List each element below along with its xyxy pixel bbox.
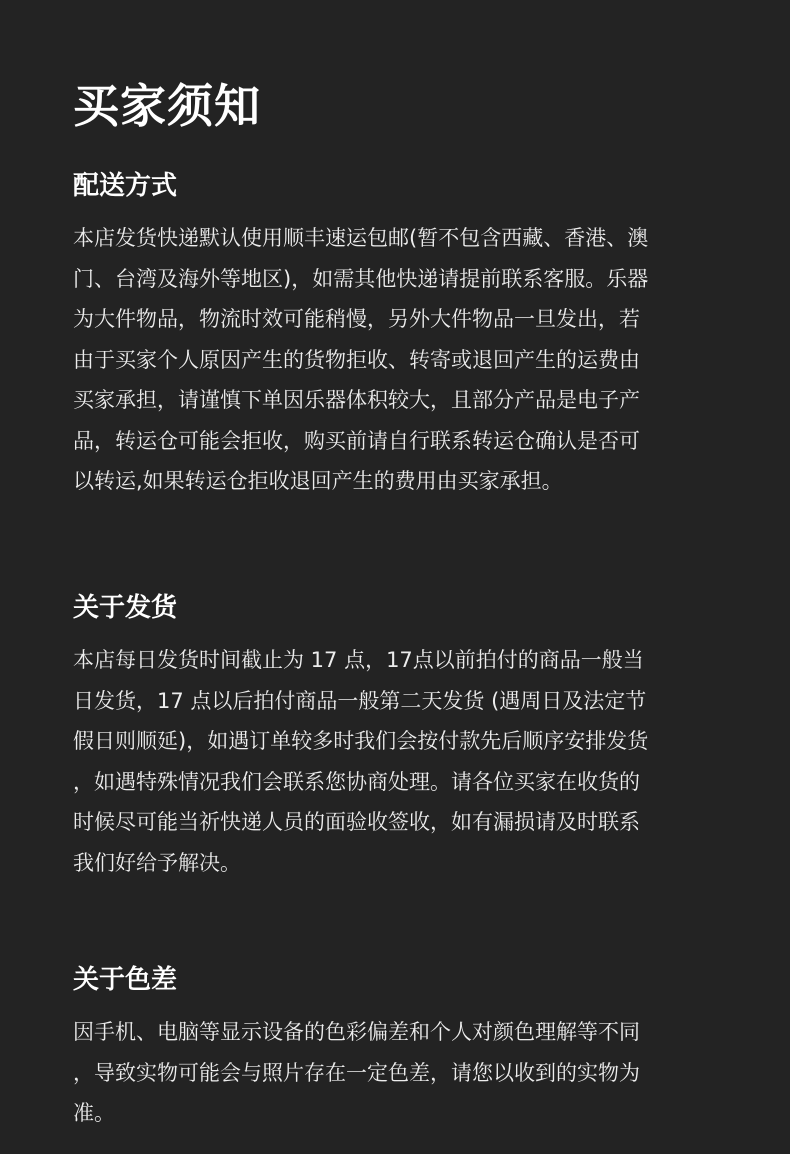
body-line: ，如遇特殊情况我们会联系您协商处理。请各位买家在收货的 (73, 769, 640, 794)
body-line: 品，转运仓可能会拒收，购买前请自行联系转运仓确认是否可 (73, 428, 640, 453)
section-heading-color: 关于色差 (73, 965, 178, 995)
body-line: 时候尽可能当祈快递人员的面验收签收，如有漏损请及时联系 (73, 810, 640, 834)
body-line: 为大件物品，物流时效可能稍慢，另外大件物品一旦发出，若 (73, 307, 640, 331)
body-line: 本店每日发货时间截止为 17 点，17点以前拍付的商品一般当 (73, 648, 644, 672)
body-line: 因手机、电脑等显示设备的色彩偏差和个人对颜色理解等不同 (73, 1020, 640, 1044)
section-color-difference (73, 962, 723, 1134)
body-line: 以转运,如果转运仓拒收退回产生的费用由买家承担。 (73, 469, 563, 493)
body-line: 准。 (73, 1101, 115, 1125)
section-about-shipping (73, 590, 723, 883)
body-line: 买家承担，请谨慎下单因乐器体积较大，且部分产品是电子产 (73, 388, 640, 412)
body-line: ，导致实物可能会与照片存在一定色差，请您以收到的实物为 (73, 1060, 640, 1085)
section-delivery-method (73, 168, 723, 502)
section-heading-shipping: 关于发货 (73, 593, 178, 623)
body-line: 本店发货快递默认使用顺丰速运包邮(暂不包含西藏、香港、澳 (73, 226, 649, 250)
body-line: 假日则顺延)，如遇订单较多时我们会按付款先后顺序安排发货 (73, 729, 649, 753)
page-title: 买家须知 (73, 79, 261, 133)
body-line: 日发货，17 点以后拍付商品一般第二天发货 (遇周日及法定节 (73, 688, 647, 713)
body-line: 门、台湾及海外等地区)，如需其他快递请提前联系客服。乐器 (73, 266, 649, 291)
body-line: 由于买家个人原因产生的货物拒收、转寄或退回产生的运费由 (73, 347, 640, 372)
section-body-delivery (73, 218, 723, 502)
section-body-shipping (73, 640, 723, 883)
section-body-color (73, 1012, 723, 1134)
section-heading-delivery: 配送方式 (73, 171, 178, 201)
body-line: 我们好给予解决。 (73, 850, 241, 875)
